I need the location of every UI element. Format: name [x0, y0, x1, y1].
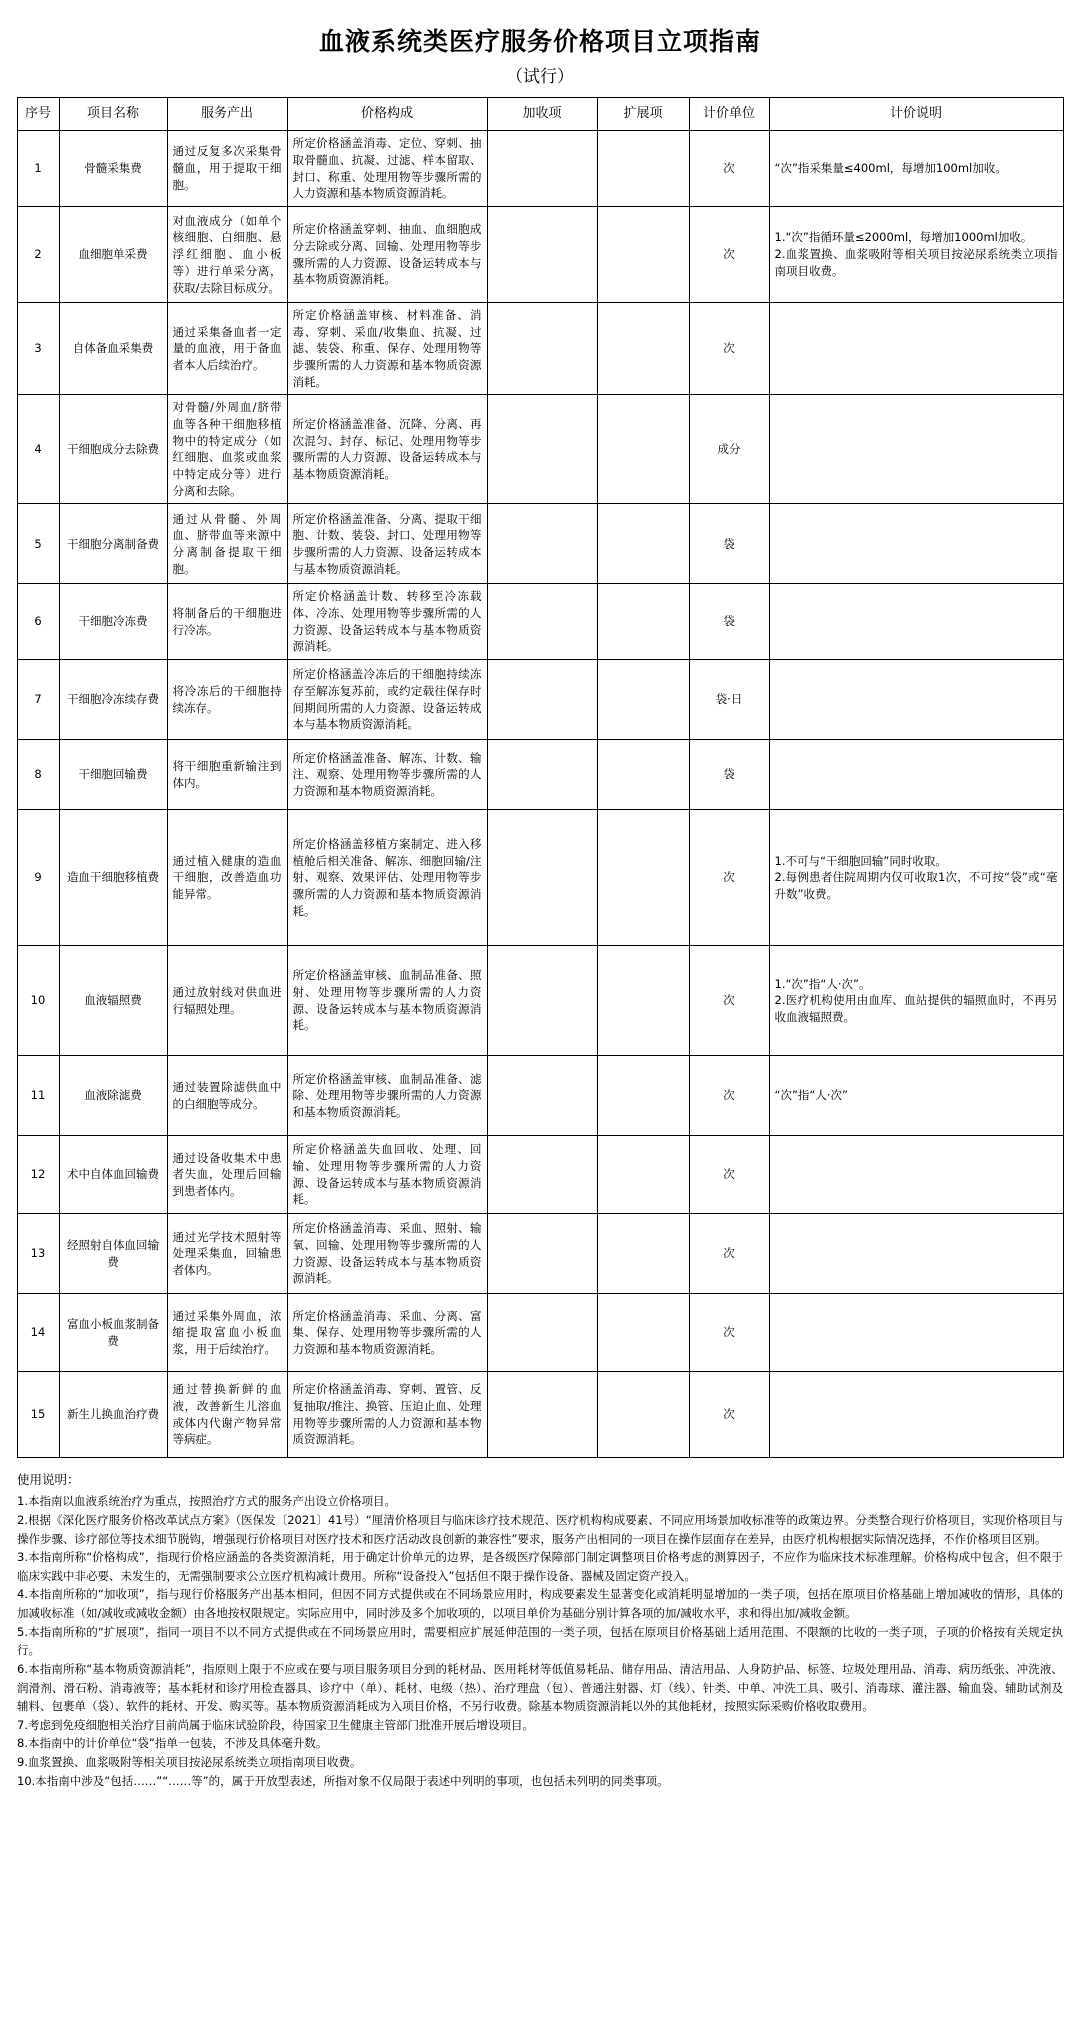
cell-seq: 10: [17, 946, 59, 1056]
cell-seq: 15: [17, 1372, 59, 1458]
cell-service-output: 通过植入健康的造血干细胞，改善造血功能异常。: [167, 810, 287, 946]
cell-name: 经照射自体血回输费: [59, 1214, 167, 1294]
cell-name: 自体备血采集费: [59, 303, 167, 395]
cell-additional-item: [487, 810, 597, 946]
table-row: [17, 584, 1063, 660]
cell-pricing-unit: 袋·日: [689, 660, 769, 740]
cell-pricing-note: [769, 303, 1063, 395]
cell-additional-item: [487, 207, 597, 303]
table-row: [17, 207, 1063, 303]
usage-notes-heading: 使用说明：: [17, 1472, 80, 1488]
cell-service-output: 通过反复多次采集骨髓血，用于提取干细胞。: [167, 131, 287, 207]
cell-seq: 4: [17, 395, 59, 504]
cell-pricing-unit: 袋: [689, 584, 769, 660]
cell-extension-item: [597, 740, 689, 810]
table-row: [17, 1056, 1063, 1136]
cell-seq: 8: [17, 740, 59, 810]
cell-pricing-note: [769, 1372, 1063, 1458]
cell-pricing-note: “次”指采集量≤400ml，每增加100ml加收。: [769, 131, 1063, 207]
cell-extension-item: [597, 584, 689, 660]
cell-price-composition: 所定价格涵盖消毒、穿刺、置管、反复抽取/推注、换管、压迫止血、处理用物等步骤所需的人力资源和基本物质资源消耗。: [287, 1372, 487, 1458]
cell-seq: 2: [17, 207, 59, 303]
cell-service-output: 将干细胞重新输注到体内。: [167, 740, 287, 810]
cell-name: 术中自体血回输费: [59, 1136, 167, 1214]
cell-seq: 11: [17, 1056, 59, 1136]
cell-additional-item: [487, 504, 597, 584]
table-row: [17, 131, 1063, 207]
usage-note-item: 3.本指南所称“价格构成”，指现行价格应涵盖的各类资源消耗，用于确定计价单元的边界，是各级医疗保障部门制定调整项目价格考虑的测算因子，不应作为临床技术标准理解。价格构成中包含，但不限于临床实践中非必要、未发生的，无需强制要求公立医疗机构减计费用。所称“设备投入”包括但不限于操作设备、器械及固定资产投入。: [17, 1550, 1063, 1583]
cell-additional-item: [487, 1214, 597, 1294]
usage-note-item: 4.本指南所称的“加收项”，指与现行价格服务产出基本相同，但因不同方式提供或在不同场景应用时，构成要素发生显著变化或消耗明显增加的一类子项，包括在原项目价格基础上增加减收的情形，具体的加减收标准（如/减收或减收金额）由各地按权限规定。实际应用中，同时涉及多个加收项的，以项目单价为基础分别计算各项的加/减收水平，求和得出加/减收金额。: [17, 1587, 1063, 1621]
column-header-note: 计价说明: [769, 98, 1063, 131]
cell-service-output: 通过装置除滤供血中的白细胞等成分。: [167, 1056, 287, 1136]
cell-name: 造血干细胞移植费: [59, 810, 167, 946]
cell-additional-item: [487, 1056, 597, 1136]
usage-note-item: 2.根据《深化医疗服务价格改革试点方案》（医保发〔2021〕41号）“厘清价格项目与临床诊疗技术规范、医疗机构构成要素、不同应用场景加收标准等的政策边界。分类整合现行价格项目，实现价格项目与操作步骤、诊疗部位等技术细节脱钩，增强现行价格项目对医疗技术和医疗活动改良创新的兼容性”要求，服务产出相同的一项目在操作层面存在差异，由医疗机构根据实际情况选择，不作价格项目区别。: [17, 1512, 1063, 1546]
cell-service-output: 通过替换新鲜的血液，改善新生儿溶血或体内代谢产物异常等病症。: [167, 1372, 287, 1458]
cell-seq: 7: [17, 660, 59, 740]
cell-additional-item: [487, 740, 597, 810]
cell-name: 血细胞单采费: [59, 207, 167, 303]
cell-service-output: 通过放射线对供血进行辐照处理。: [167, 946, 287, 1056]
cell-pricing-note: “次”指“人·次”: [769, 1056, 1063, 1136]
cell-extension-item: [597, 1136, 689, 1214]
cell-extension-item: [597, 1214, 689, 1294]
cell-extension-item: [597, 303, 689, 395]
cell-pricing-unit: 次: [689, 1214, 769, 1294]
cell-seq: 13: [17, 1214, 59, 1294]
cell-pricing-note: [769, 395, 1063, 504]
cell-service-output: 通过采集备血者一定量的血液，用于备血者本人后续治疗。: [167, 303, 287, 395]
cell-seq: 5: [17, 504, 59, 584]
cell-price-composition: 所定价格涵盖移植方案制定、进入移植舱后相关准备、解冻、细胞回输/注射、观察、效果评估、处理用物等步骤所需的人力资源和基本物质资源消耗。: [287, 810, 487, 946]
table-row: [17, 810, 1063, 946]
usage-note-item: 5.本指南所称的“扩展项”，指同一项目不以不同方式提供或在不同场景应用时，需要相应扩展延伸范围的一类子项，包括在原项目价格基础上适用范围、不限额的比收的一类子项，子项的价格按有关规定执行。: [17, 1624, 1063, 1658]
cell-price-composition: 所定价格涵盖失血回收、处理、回输、处理用物等步骤所需的人力资源、设备运转成本与基本物质资源消耗。: [287, 1136, 487, 1214]
price-items-table: [17, 97, 1064, 1458]
cell-price-composition: 所定价格涵盖准备、解冻、计数、输注、观察、处理用物等步骤所需的人力资源和基本物质资源消耗。: [287, 740, 487, 810]
cell-pricing-unit: 次: [689, 207, 769, 303]
cell-name: 干细胞分离制备费: [59, 504, 167, 584]
cell-name: 骨髓采集费: [59, 131, 167, 207]
usage-note-item: 1.本指南以血液系统治疗为重点，按照治疗方式的服务产出设立价格项目。: [17, 1494, 396, 1509]
cell-extension-item: [597, 946, 689, 1056]
cell-name: 干细胞回输费: [59, 740, 167, 810]
cell-service-output: 通过光学技术照射等处理采集血，回输患者体内。: [167, 1214, 287, 1294]
cell-price-composition: 所定价格涵盖消毒、定位、穿刺、抽取骨髓血、抗凝、过滤、样本留取、封口、称重、处理用物等步骤所需的人力资源和基本物质资源消耗。: [287, 131, 487, 207]
cell-price-composition: 所定价格涵盖消毒、采血、照射、输氧、回输、处理用物等步骤所需的人力资源、设备运转成本与基本物质资源消耗。: [287, 1214, 487, 1294]
cell-name: 新生儿换血治疗费: [59, 1372, 167, 1458]
cell-extension-item: [597, 1294, 689, 1372]
table-row: [17, 660, 1063, 740]
usage-note-item: 8.本指南中的计价单位“袋”指单一包装，不涉及具体毫升数。: [17, 1736, 328, 1751]
table-body: [17, 131, 1063, 1458]
cell-extension-item: [597, 395, 689, 504]
cell-name: 血液除滤费: [59, 1056, 167, 1136]
usage-notes: [17, 1470, 1063, 1790]
cell-seq: 3: [17, 303, 59, 395]
cell-price-composition: 所定价格涵盖计数、转移至冷冻载体、冷冻、处理用物等步骤所需的人力资源、设备运转成本与基本物质资源消耗。: [287, 584, 487, 660]
cell-pricing-note: [769, 1136, 1063, 1214]
cell-price-composition: 所定价格涵盖准备、分离、提取干细胞、计数、装袋、封口、处理用物等步骤所需的人力资源、设备运转成本与基本物质资源消耗。: [287, 504, 487, 584]
usage-note-item: 10.本指南中涉及“包括……”“……等”的，属于开放型表述，所指对象不仅局限于表述中列明的事项，也包括未列明的同类事项。: [17, 1773, 669, 1788]
cell-pricing-unit: 成分: [689, 395, 769, 504]
column-header-add: 加收项: [487, 98, 597, 131]
cell-additional-item: [487, 1372, 597, 1458]
cell-pricing-unit: 袋: [689, 740, 769, 810]
cell-service-output: 通过采集外周血，浓缩提取富血小板血浆，用于后续治疗。: [167, 1294, 287, 1372]
cell-pricing-note: [769, 740, 1063, 810]
cell-pricing-note: 1.不可与“干细胞回输”同时收取。 2.每例患者住院周期内仅可收取1次，不可按“袋”或“毫升数”收费。: [769, 810, 1063, 946]
cell-pricing-note: 1.“次”指“人·次”。 2.医疗机构使用由血库、血站提供的辐照血时，不再另收血液辐照费。: [769, 946, 1063, 1056]
column-header-seq: 序号: [17, 98, 59, 131]
cell-price-composition: 所定价格涵盖消毒、采血、分离、富集、保存、处理用物等步骤所需的人力资源和基本物质资源消耗。: [287, 1294, 487, 1372]
table-row: [17, 303, 1063, 395]
cell-additional-item: [487, 303, 597, 395]
cell-pricing-unit: 次: [689, 131, 769, 207]
cell-pricing-note: [769, 1214, 1063, 1294]
cell-service-output: 对血液成分（如单个核细胞、白细胞、悬浮红细胞、血小板等）进行单采分离，获取/去除目标成分。: [167, 207, 287, 303]
page-subtitle: （试行）: [506, 67, 574, 87]
cell-seq: 1: [17, 131, 59, 207]
cell-service-output: 将冷冻后的干细胞持续冻存。: [167, 660, 287, 740]
cell-price-composition: 所定价格涵盖准备、沉降、分离、再次混匀、封存、标记、处理用物等步骤所需的人力资源、设备运转成本与基本物质资源消耗。: [287, 395, 487, 504]
cell-name: 干细胞成分去除费: [59, 395, 167, 504]
cell-pricing-note: [769, 584, 1063, 660]
cell-seq: 12: [17, 1136, 59, 1214]
cell-price-composition: 所定价格涵盖审核、血制品准备、照射、处理用物等步骤所需的人力资源、设备运转成本与基本物质资源消耗。: [287, 946, 487, 1056]
table-row: [17, 946, 1063, 1056]
cell-pricing-unit: 次: [689, 946, 769, 1056]
cell-additional-item: [487, 131, 597, 207]
cell-pricing-note: [769, 1294, 1063, 1372]
cell-extension-item: [597, 660, 689, 740]
cell-pricing-note: [769, 660, 1063, 740]
cell-pricing-unit: 次: [689, 1136, 769, 1214]
column-header-price: 价格构成: [287, 98, 487, 131]
usage-note-item: 7.考虑到免疫细胞相关治疗目前尚属于临床试验阶段，待国家卫生健康主管部门批准开展后增设项目。: [17, 1717, 534, 1732]
cell-price-composition: 所定价格涵盖审核、材料准备、消毒、穿刺、采血/收集血、抗凝、过滤、装袋、称重、保存、处理用物等步骤所需的人力资源和基本物质资源消耗。: [287, 303, 487, 395]
table-row: [17, 1214, 1063, 1294]
usage-note-item: 6.本指南所称“基本物质资源消耗”，指原则上限于不应或在要与项目服务项目分到的耗材品、医用耗材等低值易耗品、储存用品、清洁用品、人身防护品、标签、垃圾处理用品、消毒、病历纸张、冲洗液、润滑剂、滑石粉、消毒液等；基本耗材和诊疗用检查器具、诊疗中（单）、耗材、电级（热）、治疗理盘（包）、普通注射器、灯（线）、针类、中单、冲洗工具、吸引、消毒球、灌注器、输血袋、辅助试剂及辅料、包裹单（袋）、软件的耗材、开发、购买等。基本物质资源消耗成为入项目价格，不另行收费。除基本物质资源消耗以外的其他耗材，按照实际采购价格收取费用。: [17, 1661, 1063, 1714]
cell-pricing-unit: 次: [689, 1294, 769, 1372]
table-row: [17, 1136, 1063, 1214]
cell-name: 血液辐照费: [59, 946, 167, 1056]
cell-extension-item: [597, 1056, 689, 1136]
cell-additional-item: [487, 584, 597, 660]
cell-price-composition: 所定价格涵盖冷冻后的干细胞持续冻存至解冻复苏前，或约定载往保存时间期间所需的人力资源、设备运转成本与基本物质资源消耗。: [287, 660, 487, 740]
cell-extension-item: [597, 131, 689, 207]
cell-extension-item: [597, 504, 689, 584]
cell-extension-item: [597, 207, 689, 303]
cell-seq: 6: [17, 584, 59, 660]
cell-pricing-note: 1.“次”指循环量≤2000ml，每增加1000ml加收。 2.血浆置换、血浆吸附等相关项目按泌尿系统类立项指南项目收费。: [769, 207, 1063, 303]
cell-additional-item: [487, 1136, 597, 1214]
cell-pricing-unit: 次: [689, 303, 769, 395]
cell-additional-item: [487, 946, 597, 1056]
column-header-output: 服务产出: [167, 98, 287, 131]
cell-price-composition: 所定价格涵盖审核、血制品准备、滤除、处理用物等步骤所需的人力资源和基本物质资源消耗。: [287, 1056, 487, 1136]
cell-name: 干细胞冷冻续存费: [59, 660, 167, 740]
cell-additional-item: [487, 660, 597, 740]
cell-name: 富血小板血浆制备费: [59, 1294, 167, 1372]
cell-price-composition: 所定价格涵盖穿刺、抽血、血细胞成分去除或分离、回输、处理用物等步骤所需的人力资源、设备运转成本与基本物质资源消耗。: [287, 207, 487, 303]
table-row: [17, 1372, 1063, 1458]
column-header-name: 项目名称: [59, 98, 167, 131]
column-header-ext: 扩展项: [597, 98, 689, 131]
cell-extension-item: [597, 1372, 689, 1458]
table-row: [17, 504, 1063, 584]
cell-name: 干细胞冷冻费: [59, 584, 167, 660]
cell-service-output: 将制备后的干细胞进行冷冻。: [167, 584, 287, 660]
cell-pricing-unit: 次: [689, 810, 769, 946]
cell-pricing-unit: 次: [689, 1372, 769, 1458]
cell-extension-item: [597, 810, 689, 946]
cell-service-output: 通过设备收集术中患者失血，处理后回输到患者体内。: [167, 1136, 287, 1214]
cell-additional-item: [487, 1294, 597, 1372]
cell-seq: 14: [17, 1294, 59, 1372]
cell-pricing-unit: 袋: [689, 504, 769, 584]
cell-pricing-note: [769, 504, 1063, 584]
table-header-row: [17, 98, 1063, 131]
table-row: [17, 1294, 1063, 1372]
cell-pricing-unit: 次: [689, 1056, 769, 1136]
column-header-unit: 计价单位: [689, 98, 769, 131]
usage-note-item: 9.血浆置换、血浆吸附等相关项目按泌尿系统类立项指南项目收费。: [17, 1755, 362, 1770]
cell-seq: 9: [17, 810, 59, 946]
cell-service-output: 通过从骨髓、外周血、脐带血等来源中分离制备提取干细胞。: [167, 504, 287, 584]
table-row: [17, 740, 1063, 810]
table-row: [17, 395, 1063, 504]
cell-additional-item: [487, 395, 597, 504]
usage-notes-list: [17, 1492, 1063, 1790]
page-title: 血液系统类医疗服务价格项目立项指南: [318, 27, 761, 56]
cell-service-output: 对骨髓/外周血/脐带血等各种干细胞移植物中的特定成分（如红细胞、血浆或血浆中特定成分等）进行分离和去除。: [167, 395, 287, 504]
